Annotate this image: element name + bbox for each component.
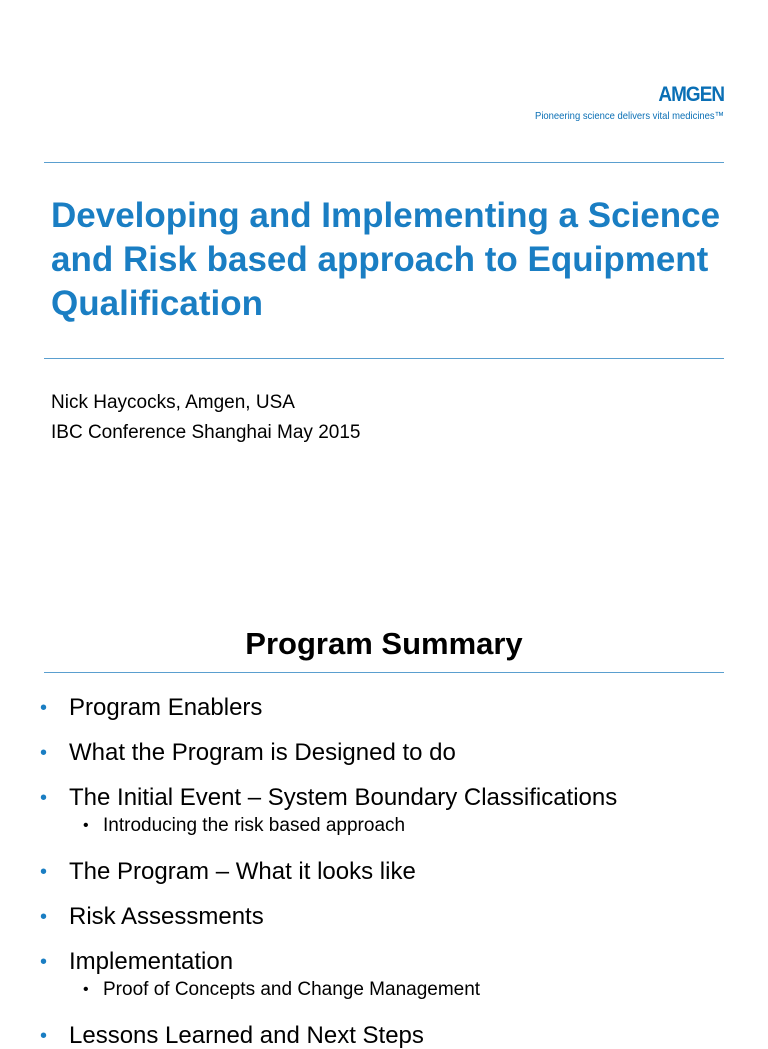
bullet-marker: • — [83, 981, 89, 998]
bullet-marker: • — [40, 861, 48, 883]
summary-divider — [44, 672, 724, 673]
bullet-marker: • — [40, 697, 48, 719]
bullet-text: What the Program is Designed to do — [69, 739, 456, 766]
event-line: IBC Conference Shanghai May 2015 — [51, 422, 361, 443]
summary-slide — [0, 580, 768, 1049]
bullet-text: Implementation — [69, 948, 234, 975]
title-divider — [44, 358, 724, 359]
bullet-text: The Initial Event – System Boundary Classifications — [69, 784, 618, 811]
author-line: Nick Haycocks, Amgen, USA — [51, 392, 295, 413]
bullet-marker: • — [40, 951, 48, 973]
bullet-text: The Program – What it looks like — [69, 858, 416, 885]
summary-title: Program Summary — [245, 626, 523, 661]
bullet-marker: • — [40, 742, 48, 764]
logo-wordmark: AMGEN — [658, 83, 724, 106]
bullet-text: Program Enablers — [69, 694, 263, 721]
bullet-text: Lessons Learned and Next Steps — [69, 1022, 424, 1049]
presentation-title: Developing and Implementing a Science and Risk based approach to Equipment Qualification — [51, 196, 721, 323]
bullet-marker: • — [40, 787, 48, 809]
bullet-marker: • — [40, 1025, 48, 1047]
bullet-marker: • — [83, 817, 89, 834]
bullet-marker: • — [40, 906, 48, 928]
bullet-text: Proof of Concepts and Change Management — [103, 979, 481, 1000]
top-divider — [44, 162, 724, 163]
bullet-text: Risk Assessments — [69, 903, 264, 930]
amgen-logo — [514, 84, 724, 123]
logo-tagline: Pioneering science delivers vital medicines™ — [534, 110, 724, 122]
bullet-text: Introducing the risk based approach — [103, 815, 406, 836]
